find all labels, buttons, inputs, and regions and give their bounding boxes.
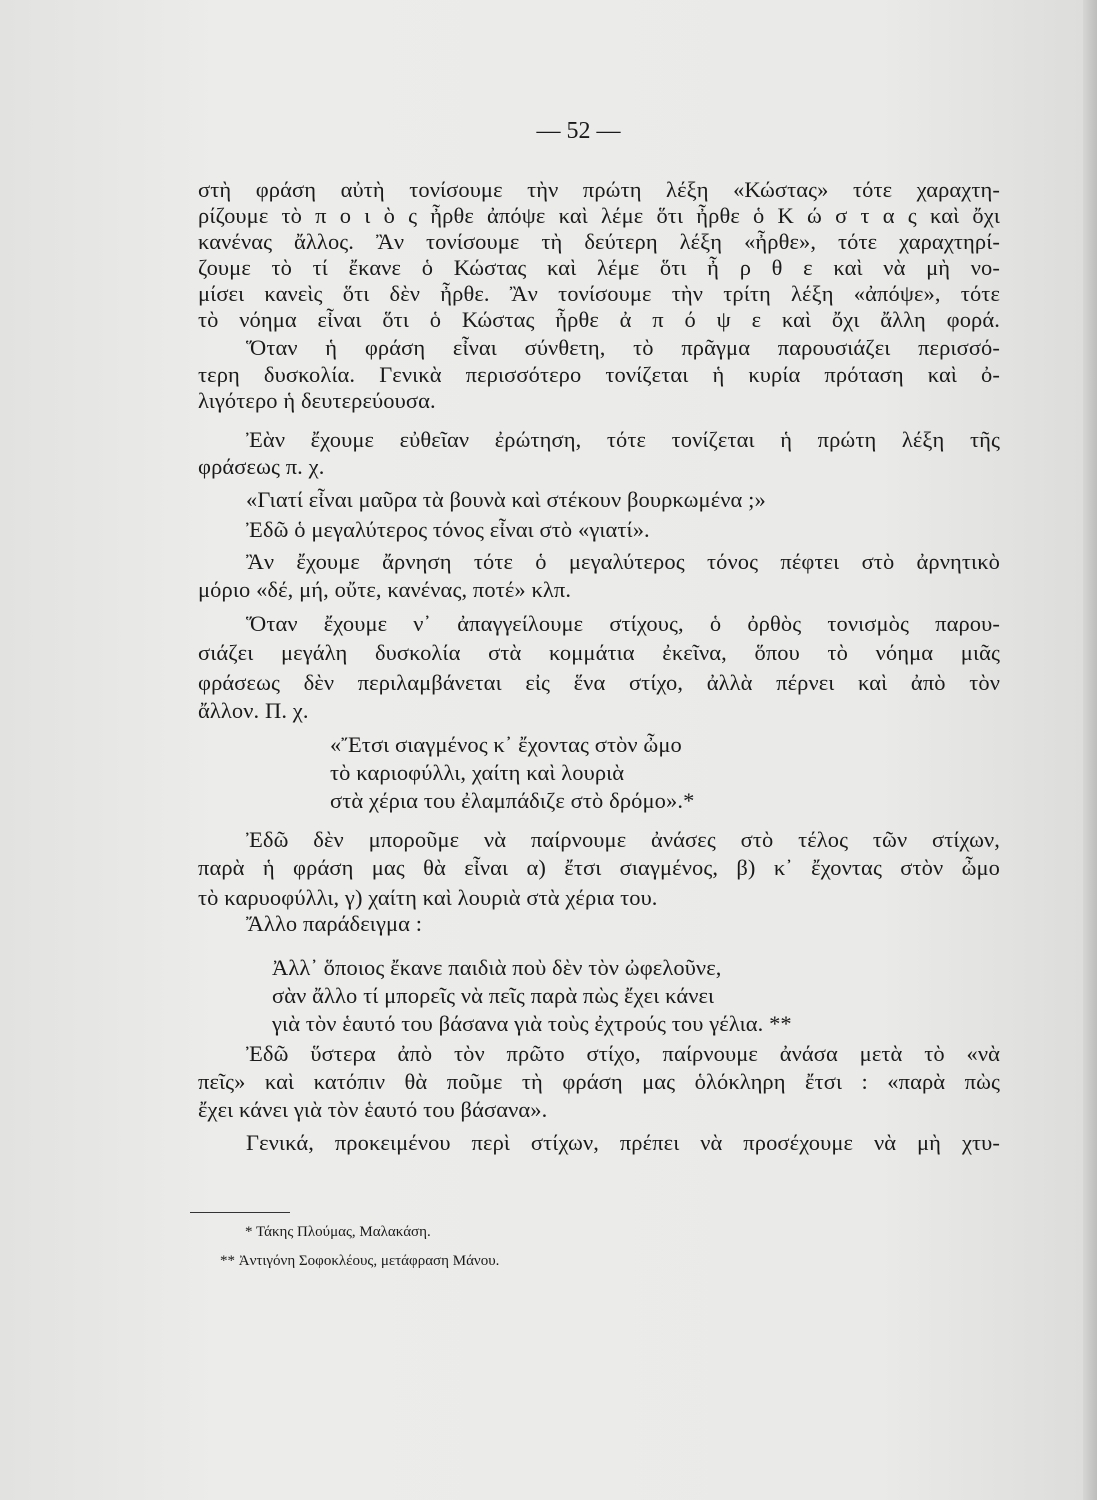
text-line: ἄλλον. Π. χ. [198,698,309,723]
text-line: Ἐδῶ ὕστερα ἀπὸ τὸν πρῶτο στίχο, παίρνουμε ἀνάσα μετὰ τὸ «νὰ [246,1041,1000,1066]
text-line: Ἐὰν ἔχουμε εὐθεῖαν ἐρώτηση, τότε τονίζεται ἡ πρώτη λέξη τῆς [246,427,1000,452]
text-line: ἔχει κάνει γιὰ τὸν ἑαυτό του βάσανα». [198,1097,548,1122]
text-line: τερη δυσκολία. Γενικὰ περισσότερο τονίζεται ἡ κυρία πρόταση καὶ ὀ- [198,362,1000,387]
text-line: ρίζουμε τὸ π ο ι ὸ ς ἦρθε ἀπόψε καὶ λέμε ὅτι ἦρθε ὁ Κ ώ σ τ α ς καὶ ὄχι [198,203,1000,228]
text-line: λιγότερο ἡ δευτερεύουσα. [198,388,436,413]
page-number: — 52 — [536,118,621,144]
text-line: πεῖς» καὶ κατόπιν θὰ ποῦμε τὴ φράση μας ὁλόκληρη ἔτσι : «παρὰ πὼς [198,1069,1000,1094]
text-line: ζουμε τὸ τί ἔκανε ὁ Κώστας καὶ λέμε ὅτι ἦ ρ θ ε καὶ νὰ μὴ νο- [198,255,1000,280]
text-line: φράσεως δὲν περιλαμβάνεται εἰς ἕνα στίχο, ἀλλὰ πέρνει καὶ ἀπὸ τὸν [198,670,1000,695]
page-edge-shadow [1083,0,1097,1500]
text-line: τὸ καριοφύλλι, χαίτη καὶ λουριὰ [330,760,625,785]
footnote: ** Ἀντιγόνη Σοφοκλέους, μετάφραση Μάνου. [220,1253,500,1269]
text-line: τὸ καρυοφύλλι, γ) χαίτη καὶ λουριὰ στὰ χέρια του. [198,885,658,910]
text-line: Ἐδῶ δὲν μποροῦμε νὰ παίρνουμε ἀνάσες στὸ τέλος τῶν στίχων, [246,827,1000,852]
footnote-rule [190,1212,290,1213]
text-line: «Γιατί εἶναι μαῦρα τὰ βουνὰ καὶ στέκουν βουρκωμένα ;» [246,487,766,512]
text-line: παρὰ ἡ φράση μας θὰ εἶναι α) ἔτσι σιαγμένος, β) κ᾿ ἔχοντας στὸν ὦμο [198,855,1000,880]
text-line: σὰν ἄλλο τί μπορεῖς νὰ πεῖς παρὰ πὼς ἔχει κάνει [272,983,715,1008]
text-line: μόριο «δέ, μή, οὔτε, κανένας, ποτέ» κλπ. [198,577,572,602]
text-line: Ὅταν ἔχουμε ν᾿ ἀπαγγείλουμε στίχους, ὁ ὀρθὸς τονισμὸς παρου- [246,611,1000,636]
text-line: Ἄλλο παράδειγμα : [246,911,423,936]
text-line: στὰ χέρια του ἐλαμπάδιζε στὸ δρόμο».* [330,788,695,813]
text-line: Ἀλλ᾿ ὅποιος ἔκανε παιδιὰ ποὺ δὲν τὸν ὠφελοῦνε, [272,955,722,980]
text-line: Ὅταν ἡ φράση εἶναι σύνθετη, τὸ πρᾶγμα παρουσιάζει περισσό- [246,335,1000,360]
text-line: «Ἔτσι σιαγμένος κ᾿ ἔχοντας στὸν ὦμο [330,732,682,757]
text-line: Ἂν ἔχουμε ἄρνηση τότε ὁ μεγαλύτερος τόνος πέφτει στὸ ἀρνητικὸ [246,549,1000,574]
text-line: Γενικά, προκειμένου περὶ στίχων, πρέπει νὰ προσέχουμε νὰ μὴ χτυ- [246,1130,1000,1155]
text-line: σιάζει μεγάλη δυσκολία στὰ κομμάτια ἐκεῖνα, ὅπου τὸ νόημα μιᾶς [198,640,1000,665]
text-line: φράσεως π. χ. [198,454,325,479]
text-line: γιὰ τὸν ἑαυτό του βάσανα γιὰ τοὺς ἐχτρούς του γέλια. ** [272,1011,792,1036]
text-line: μίσει κανεὶς ὅτι δὲν ἦρθε. Ἂν τονίσουμε τὴν τρίτη λέξη «ἀπόψε», τότε [198,281,1000,306]
text-line: στὴ φράση αὐτὴ τονίσουμε τὴν πρώτη λέξη «Κώστας» τότε χαραχτη- [198,177,1000,202]
text-line: Ἐδῶ ὁ μεγαλύτερος τόνος εἶναι στὸ «γιατί». [246,517,650,542]
text-line: τὸ νόημα εἶναι ὅτι ὁ Κώστας ἦρθε ἀ π ό ψ ε καὶ ὄχι ἄλλη φορά. [198,307,1000,332]
footnote: * Τάκης Πλούμας, Μαλακάση. [245,1224,431,1240]
text-line: κανένας ἄλλος. Ἂν τονίσουμε τὴ δεύτερη λέξη «ἦρθε», τότε χαραχτηρί- [198,229,1000,254]
